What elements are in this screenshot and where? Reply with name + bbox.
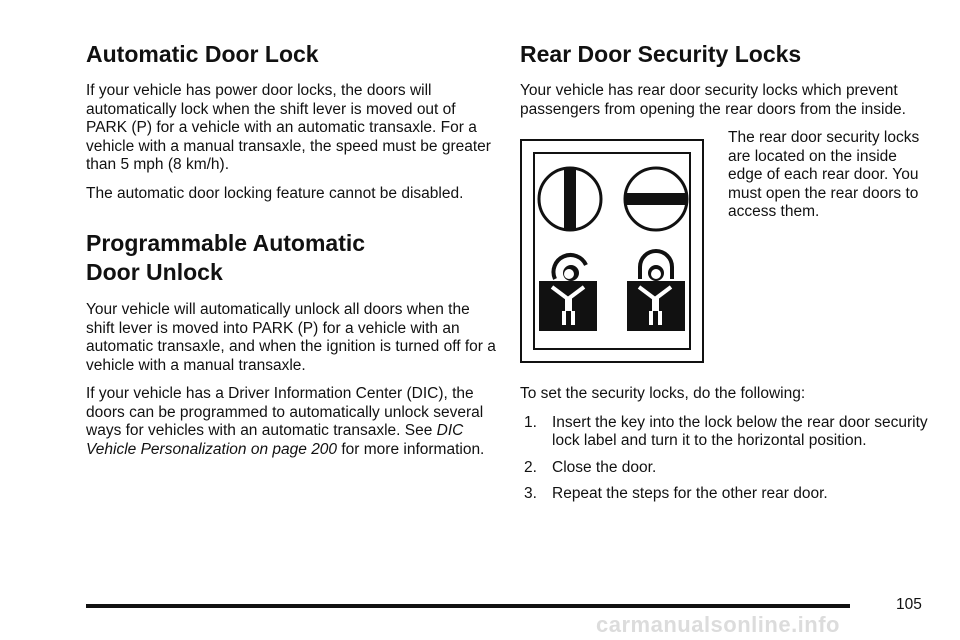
heading-automatic-door-lock: Automatic Door Lock bbox=[86, 41, 319, 67]
lock-slot-horizontal-icon bbox=[625, 168, 687, 230]
paragraph-automatic-lock: If your vehicle has power door locks, the doors will automatically lock when the shift lever is moved out of PARK (P) for a vehicle with an automatic transaxle. For a vehicle with a manual transaxle, the speed must be greater than 5 mph (8 km/h). bbox=[86, 82, 491, 173]
step-text: Insert the key into the lock below the rear door security lock label and turn it to the horizontal position. bbox=[552, 413, 928, 449]
child-padlock-closed-icon bbox=[627, 251, 685, 331]
paragraph-cannot-disable: The automatic door locking feature cannot be disabled. bbox=[86, 184, 464, 202]
dic-text-start: If your vehicle has a Driver Information Center (DIC), the doors can be programmed to automatically unlock several ways for vehicles with an automatic transaxle. See bbox=[86, 385, 484, 439]
watermark: carmanualsonline.info bbox=[596, 612, 840, 637]
step-item bbox=[520, 414, 940, 451]
figure-caption: The rear door security locks are located on the inside edge of each rear door. You must open the rear doors to access them. bbox=[728, 129, 920, 220]
steps-intro: To set the security locks, do the following: bbox=[520, 385, 806, 402]
steps-list bbox=[520, 414, 940, 504]
heading-programmable-line1: Programmable Automatic bbox=[86, 230, 366, 256]
paragraph-dic bbox=[86, 385, 496, 459]
heading-rear-door-security: Rear Door Security Locks bbox=[520, 41, 802, 67]
paragraph-security-intro: Your vehicle has rear door security locks which prevent passengers from opening the rear doors from the inside. bbox=[520, 82, 906, 118]
step-item bbox=[520, 485, 940, 504]
paragraph-auto-unlock: Your vehicle will automatically unlock all doors when the shift lever is moved into PARK (P) for a vehicle with an automatic transaxle, and when the ignition is turned off for a vehicle with a manual transaxle. bbox=[86, 301, 496, 374]
step-number: 3. bbox=[524, 485, 537, 502]
step-number: 1. bbox=[524, 413, 537, 431]
page-number: 105 bbox=[896, 596, 922, 613]
figure-row bbox=[520, 129, 940, 363]
child-padlock-open-icon bbox=[539, 255, 597, 331]
step-text: Repeat the steps for the other rear door. bbox=[552, 485, 828, 502]
rear-door-security-lock-label-icon bbox=[520, 139, 704, 363]
dic-reference-link: DIC Vehicle Personalization on page 200 bbox=[86, 422, 464, 458]
step-item bbox=[520, 459, 940, 478]
lock-label-illustration bbox=[522, 141, 702, 361]
step-text: Close the door. bbox=[552, 458, 657, 476]
left-column bbox=[86, 40, 496, 469]
footer-rule bbox=[86, 604, 850, 608]
right-column bbox=[520, 40, 940, 512]
lock-slot-vertical-icon bbox=[539, 168, 601, 230]
heading-programmable-line2: Door Unlock bbox=[86, 259, 223, 285]
step-number: 2. bbox=[524, 458, 537, 476]
dic-text-end: for more information. bbox=[337, 440, 485, 458]
heading-programmable-unlock bbox=[86, 229, 496, 287]
